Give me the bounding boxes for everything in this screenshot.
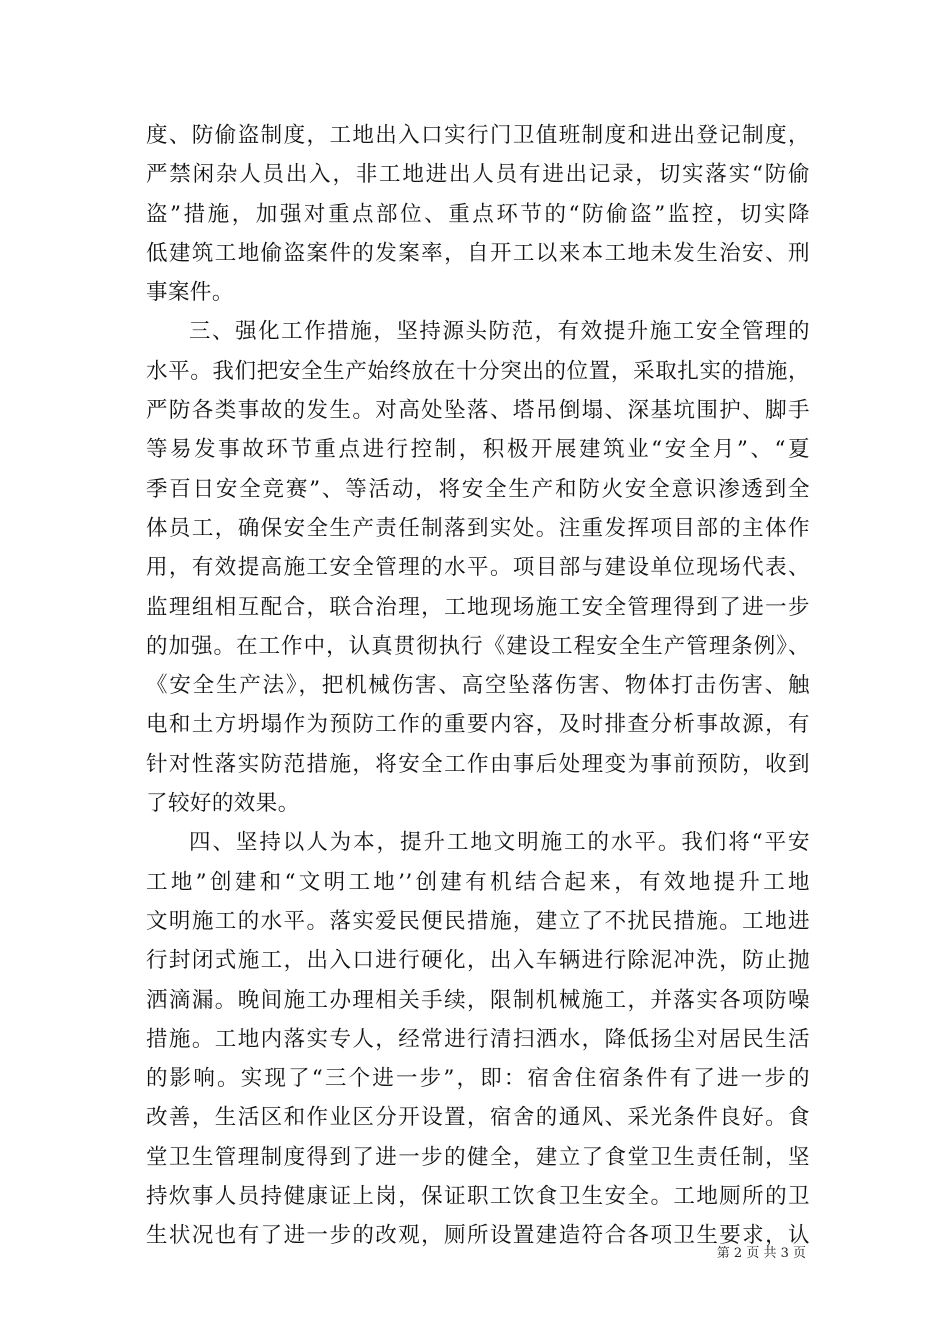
text-line: 改善，生活区和作业区分开设置，宿舍的通风、采光条件良好。食 [146,1105,810,1131]
text-line: 等易发事故环节重点进行控制，积极开展建筑业“安全月”、“夏 [146,437,810,463]
page-number-footer: 第 2 页 共 3 页 [716,1246,806,1261]
text-line: 的加强。在工作中，认真贯彻执行《建设工程安全生产管理条例》、 [146,633,810,659]
text-line: 《安全生产法》，把机械伤害、高空坠落伤害、物体打击伤害、触 [146,673,810,699]
text-line: 低建筑工地偷盗案件的发案率，自开工以来本工地未发生治安、刑 [146,240,810,266]
text-line: 水平。我们把安全生产始终放在十分突出的位置，采取扎实的措施， [146,358,810,384]
text-line: 监理组相互配合，联合治理，工地现场施工安全管理得到了进一步 [146,594,810,620]
text-line: 度、防偷盗制度，工地出入口实行门卫值班制度和进出登记制度， [146,123,810,148]
text-line: 措施。工地内落实专人，经常进行清扫洒水，降低扬尘对居民生活 [146,1026,810,1052]
text-line: 文明施工的水平。落实爱民便民措施，建立了不扰民措施。工地进 [146,908,810,934]
text-line: 严防各类事故的发生。对高处坠落、塔吊倒塌、深基坑围护、脚手 [146,398,810,424]
paragraph-heading-line: 四、坚持以人为本，提升工地文明施工的水平。我们将“平安 [189,830,810,856]
text-line: 了较好的效果。 [146,791,300,817]
text-line: 生状况也有了进一步的改观，厕所设置建造符合各项卫生要求，认 [146,1223,810,1249]
text-line: 电和土方坍塌作为预防工作的重要内容，及时排查分析事故源，有 [146,712,810,738]
text-line: 针对性落实防范措施，将安全工作由事后处理变为事前预防，收到 [146,751,810,777]
text-line: 体员工，确保安全生产责任制落到实处。注重发挥项目部的主体作 [146,515,810,541]
body-text [146,116,810,1256]
text-line: 盗”措施，加强对重点部位、重点环节的“防偷盗”监控，切实降 [146,201,810,227]
text-line: 用，有效提高施工安全管理的水平。项目部与建设单位现场代表、 [146,555,810,581]
text-line: 行封闭式施工，出入口进行硬化，出入车辆进行除泥冲洗，防止抛 [146,948,810,974]
text-line: 工地”创建和“文明工地’’创建有机结合起来，有效地提升工地 [146,869,810,895]
text-line: 的影响。实现了“三个进一步”，即：宿舍住宿条件有了进一步的 [146,1066,810,1092]
text-line: 堂卫生管理制度得到了进一步的健全，建立了食堂卫生责任制，坚 [146,1144,810,1170]
text-line: 严禁闲杂人员出入，非工地进出人员有进出记录，切实落实“防偷 [146,162,810,188]
text-line: 事案件。 [146,280,234,306]
paragraph-heading-line: 三、强化工作措施，坚持源头防范，有效提升施工安全管理的 [189,319,810,345]
text-line: 季百日安全竞赛”、等活动，将安全生产和防火安全意识渗透到全 [146,476,810,502]
text-line: 持炊事人员持健康证上岗，保证职工饮食卫生安全。工地厕所的卫 [146,1184,810,1210]
text-line: 洒滴漏。晚间施工办理相关手续，限制机械施工，并落实各项防噪 [146,987,810,1013]
